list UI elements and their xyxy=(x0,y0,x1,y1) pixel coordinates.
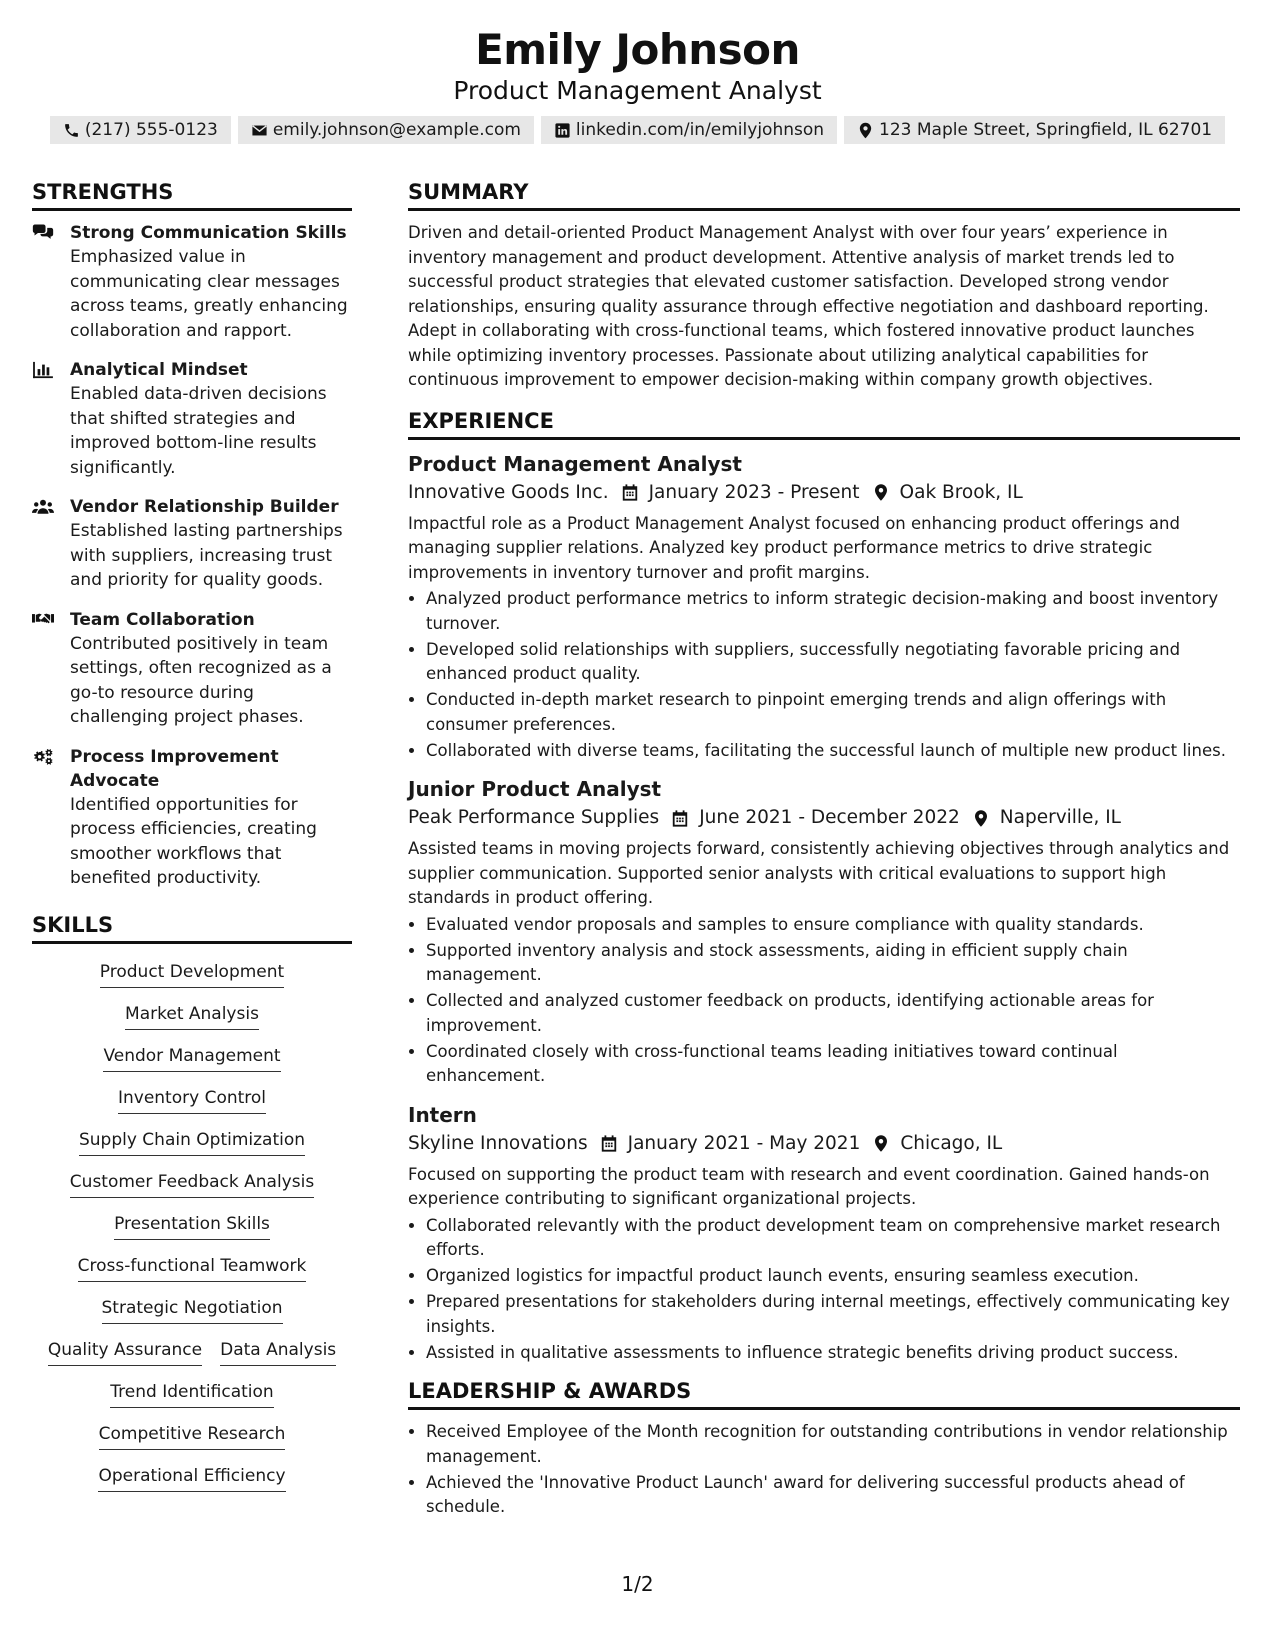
strength-title: Strong Communication Skills xyxy=(70,223,347,243)
job-bullet: • Developed solid relationships with suppliers, successfully negotiating favorable pricing and enhanced product quality. xyxy=(426,638,1240,687)
job-meta xyxy=(408,1129,1240,1159)
job-description: Assisted teams in moving projects forward, consistently achieving objectives through analytics and supplier communication. Supported senior analysts with critical evaluations to support high standards in product offering. xyxy=(408,839,1230,907)
strength-item xyxy=(32,745,352,891)
job-role: Product Management Analyst xyxy=(408,451,742,476)
skill-tag: Supply Chain Optimization xyxy=(79,1128,305,1156)
strength-title: Process Improvement Advocate xyxy=(70,746,279,791)
strength-item xyxy=(32,495,352,593)
strength-title: Vendor Relationship Builder xyxy=(70,497,339,517)
calendar-icon xyxy=(609,483,649,502)
skill-tag: Customer Feedback Analysis xyxy=(70,1170,314,1198)
job-entry xyxy=(408,775,1240,1089)
strength-title: Team Collaboration xyxy=(70,609,255,630)
job-description: Impactful role as a Product Management Analyst focused on enhancing product offerings and managing supplier relations. Analyzed key product performance metrics to drive strategic improvements in inventory turnover and profit margins. xyxy=(408,513,1180,582)
contact-phone-text: (217) 555-0123 xyxy=(84,120,218,140)
skill-tag: Cross-functional Teamwork xyxy=(78,1254,307,1282)
awards-list xyxy=(408,1420,1240,1520)
envelope-icon xyxy=(251,122,268,139)
job-dates: June 2021 - December 2022 xyxy=(699,807,960,828)
job-bullet: • Collaborated with diverse teams, facilitating the successful launch of multiple new product lines. xyxy=(426,739,1240,764)
job-company: Innovative Goods Inc. xyxy=(408,481,609,503)
map-pin-icon xyxy=(857,122,874,139)
job-dates: January 2023 - Present xyxy=(648,481,860,503)
candidate-name: Emily Johnson xyxy=(475,25,800,74)
job-bullet: • Conducted in-depth market research to pinpoint emerging trends and align offerings with consumer preferences. xyxy=(426,688,1240,737)
job-bullet: • Organized logistics for impactful product launch events, ensuring seamless execution. xyxy=(426,1264,1240,1289)
contact-phone[interactable] xyxy=(50,116,231,144)
resume-body xyxy=(32,178,1243,1521)
linkedin-icon xyxy=(554,122,571,139)
contact-linkedin-text: linkedin.com/in/emilyjohnson xyxy=(575,120,825,140)
left-column xyxy=(32,178,352,1521)
strength-desc: Enabled data-driven decisions that shifted strategies and improved bottom-line results significantly. xyxy=(70,384,327,478)
strengths-heading: STRENGTHS xyxy=(32,178,352,211)
strength-desc: Established lasting partnerships with suppliers, increasing trust and priority for quality goods. xyxy=(70,521,343,590)
job-bullet: • Analyzed product performance metrics to inform strategic decision-making and boost inventory turnover. xyxy=(426,587,1240,636)
strength-desc: Contributed positively in team settings, often recognized as a go-to resource during challenging project phases. xyxy=(70,633,332,727)
strength-item xyxy=(32,221,352,343)
award-item: • Achieved the 'Innovative Product Launch' award for delivering successful products ahead of schedule. xyxy=(426,1471,1240,1520)
map-pin-icon xyxy=(860,1134,900,1153)
map-pin-icon xyxy=(860,483,900,502)
contact-bar xyxy=(0,116,1275,144)
skill-tag: Vendor Management xyxy=(103,1044,280,1072)
experience-heading: EXPERIENCE xyxy=(408,407,1240,440)
contact-email[interactable] xyxy=(238,116,534,144)
job-location: Oak Brook, IL xyxy=(899,481,1023,503)
map-pin-icon xyxy=(960,809,1000,828)
job-meta xyxy=(408,478,1240,508)
gears-icon xyxy=(32,745,70,891)
calendar-icon xyxy=(588,1134,628,1153)
chat-bubbles-icon xyxy=(32,221,70,343)
job-location: Naperville, IL xyxy=(999,807,1121,828)
strength-desc: Emphasized value in communicating clear messages across teams, greatly enhancing collaboration and rapport. xyxy=(70,247,348,341)
skill-tag: Trend Identification xyxy=(110,1380,273,1408)
job-bullet: • Collected and analyzed customer feedback on products, identifying actionable areas for improvement. xyxy=(426,989,1240,1038)
job-role: Intern xyxy=(408,1102,477,1127)
skill-tag: Competitive Research xyxy=(99,1422,286,1450)
bar-chart-icon xyxy=(32,358,70,480)
job-bullet: • Coordinated closely with cross-functional teams leading initiatives toward continual enhancement. xyxy=(426,1040,1240,1089)
job-bullet: • Collaborated relevantly with the product development team on comprehensive market research efforts. xyxy=(426,1214,1240,1263)
job-bullets xyxy=(408,913,1240,1089)
phone-icon xyxy=(63,122,80,139)
job-bullet: • Evaluated vendor proposals and samples to ensure compliance with quality standards. xyxy=(426,913,1240,938)
skill-tag: Operational Efficiency xyxy=(98,1464,285,1492)
right-column xyxy=(408,178,1240,1521)
contact-email-text: emily.johnson@example.com xyxy=(272,120,521,140)
skills-list xyxy=(32,960,352,1492)
users-icon xyxy=(32,495,70,593)
job-bullet: • Prepared presentations for stakeholders during internal meetings, effectively communicating key insights. xyxy=(426,1290,1240,1339)
calendar-icon xyxy=(659,809,699,828)
skills-heading: SKILLS xyxy=(32,911,352,944)
job-bullet: • Supported inventory analysis and stock assessments, aiding in efficient supply chain management. xyxy=(426,939,1240,988)
skill-tag: Inventory Control xyxy=(118,1086,266,1114)
skill-tag: Quality Assurance xyxy=(48,1338,202,1366)
contact-address xyxy=(844,116,1225,144)
skill-tag: Market Analysis xyxy=(125,1002,259,1030)
contact-linkedin[interactable] xyxy=(541,116,837,144)
job-role: Junior Product Analyst xyxy=(408,777,662,801)
job-description: Focused on supporting the product team with research and event coordination. Gained hands-on experience contributing to significant organizational projects. xyxy=(408,1164,1210,1208)
award-item: • Received Employee of the Month recognition for outstanding contributions in vendor relationship management. xyxy=(426,1420,1240,1469)
job-meta xyxy=(408,803,1240,833)
job-company: Peak Performance Supplies xyxy=(408,807,660,828)
job-bullets xyxy=(408,587,1240,763)
candidate-title: Product Management Analyst xyxy=(453,76,822,105)
strength-title: Analytical Mindset xyxy=(70,360,248,380)
job-dates: January 2021 - May 2021 xyxy=(627,1132,861,1154)
page-number: 1/2 xyxy=(621,1572,654,1596)
job-company: Skyline Innovations xyxy=(408,1132,588,1154)
contact-address-text: 123 Maple Street, Springfield, IL 62701 xyxy=(879,120,1213,140)
job-entry xyxy=(408,450,1240,764)
awards-heading: LEADERSHIP & AWARDS xyxy=(408,1377,1240,1410)
handshake-icon xyxy=(32,608,70,730)
summary-text: Driven and detail-oriented Product Management Analyst with over four years’ experience in inventory management and product development. Attentive analysis of market trends led to successful product strategies that elevated customer satisfaction. Developed strong vendor relationships, ensuring quality assurance through effective negotiation and dashboard reporting. Adept in collaborating with cross-functional teams, which fostered innovative product launches while optimizing inventory processes. Passionate about utilizing analytical capabilities for continuous improvement to empower decision-making within company growth objectives. xyxy=(408,223,1209,389)
skill-tag: Product Development xyxy=(100,960,284,988)
job-location: Chicago, IL xyxy=(900,1132,1003,1154)
job-entry xyxy=(408,1101,1240,1366)
resume-header xyxy=(0,0,1275,144)
skill-tag: Data Analysis xyxy=(220,1338,336,1366)
strength-item xyxy=(32,608,352,730)
summary-heading: SUMMARY xyxy=(408,178,1240,211)
skill-tag: Strategic Negotiation xyxy=(102,1296,283,1324)
skill-tag: Presentation Skills xyxy=(114,1212,270,1240)
job-bullets xyxy=(408,1214,1240,1366)
job-bullet: • Assisted in qualitative assessments to influence strategic benefits driving product success. xyxy=(426,1341,1240,1366)
strength-desc: Identified opportunities for process efficiencies, creating smoother workflows that benefited productivity. xyxy=(70,794,317,888)
strength-item xyxy=(32,358,352,480)
